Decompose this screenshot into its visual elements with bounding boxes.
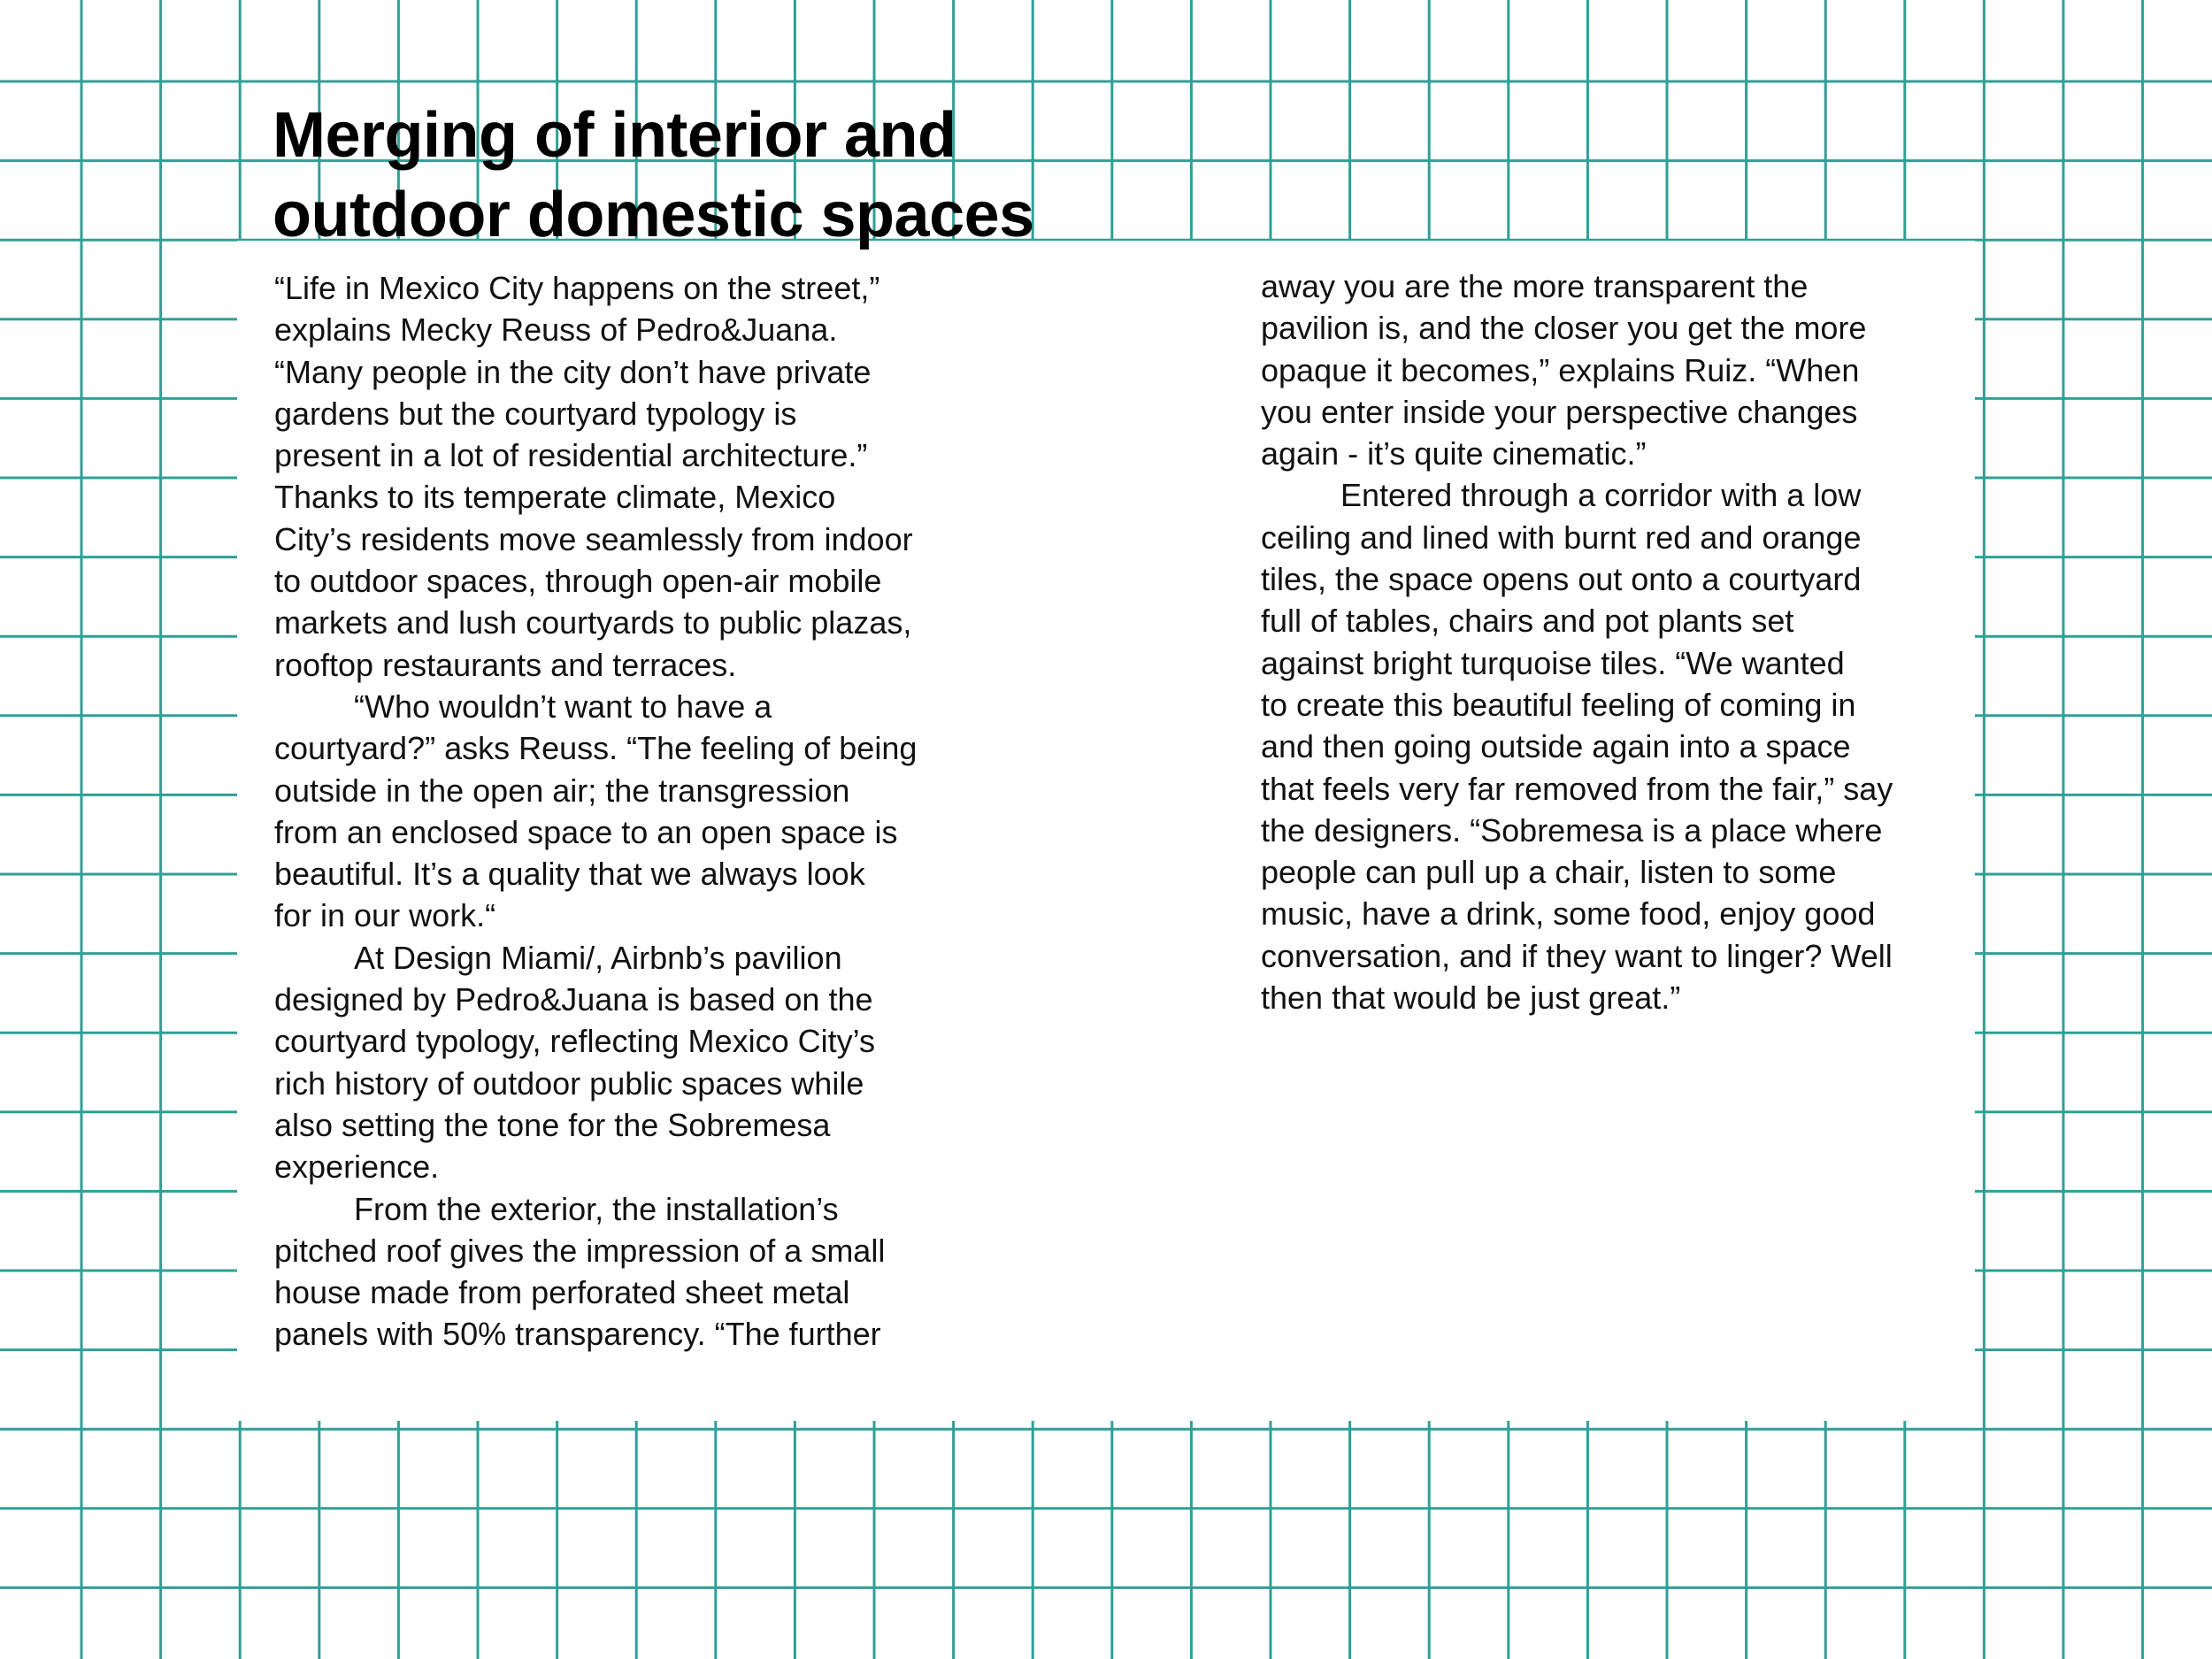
page-title [273, 96, 1246, 255]
text-line: then that would be just great.” [1261, 979, 1681, 1017]
text-line: full of tables, chairs and pot plants set [1261, 603, 1794, 640]
text-line: pitched roof gives the impression of a small [274, 1232, 886, 1269]
text-line: conversation, and if they want to linger? Well [1261, 937, 1893, 974]
text-line: Entered through a corridor with a low [1340, 477, 1862, 514]
text-line: explains Mecky Reuss of Pedro&Juana. [274, 311, 838, 349]
text-line: from an enclosed space to an open space is [274, 813, 898, 850]
right-column [1261, 265, 1969, 1018]
text-line: beautiful. It’s a quality that we always look [274, 856, 865, 893]
text-line: outside in the open air; the transgression [274, 772, 850, 809]
text-line: the designers. “Sobremesa is a place where [1261, 811, 1883, 849]
text-line: Thanks to its temperate climate, Mexico [274, 479, 836, 516]
text-line: “Life in Mexico City happens on the street,” [274, 270, 880, 306]
text-line: ceiling and lined with burnt red and orange [1261, 518, 1862, 556]
text-line: courtyard?” asks Reuss. “The feeling of being [274, 730, 918, 767]
text-line: courtyard typology, reflecting Mexico City’s [274, 1023, 875, 1060]
text-line: you enter inside your perspective changes [1261, 393, 1858, 430]
left-column [274, 267, 1000, 1356]
text-line: also setting the tone for the Sobremesa [274, 1106, 831, 1143]
text-line: City’s residents move seamlessly from indoor [274, 520, 913, 557]
text-line: people can pull up a chair, listen to some [1261, 854, 1837, 891]
text-line: panels with 50% transparency. “The further [274, 1316, 881, 1353]
text-line: against bright turquoise tiles. “We wanted [1261, 644, 1845, 681]
text-line: to create this beautiful feeling of coming in [1261, 686, 1856, 723]
text-line: designed by Pedro&Juana is based on the [274, 981, 873, 1018]
text-line: to outdoor spaces, through open-air mobile [274, 563, 882, 600]
text-line: tiles, the space opens out onto a courtyard [1261, 561, 1862, 598]
text-line: present in a lot of residential architecture.” [274, 437, 868, 474]
text-line: again - it’s quite cinematic.” [1261, 435, 1647, 472]
text-line: From the exterior, the installation’s [354, 1190, 839, 1227]
text-line: pavilion is, and the closer you get the more [1261, 310, 1867, 347]
text-line: away you are the more transparent the [1261, 268, 1809, 304]
text-line: and then going outside again into a space [1261, 728, 1851, 765]
title-line: Merging of interior and [273, 100, 956, 171]
text-line: that feels very far removed from the fair,” say [1261, 770, 1893, 807]
text-line: “Who wouldn’t want to have a [354, 687, 772, 725]
title-line: outdoor domestic spaces [273, 180, 1034, 250]
text-line: music, have a drink, some food, enjoy good [1261, 895, 1876, 933]
text-line: experience. [274, 1148, 440, 1186]
text-line: “Many people in the city don’t have private [274, 353, 872, 390]
text-line: for in our work.“ [274, 897, 496, 934]
text-line: markets and lush courtyards to public plazas, [274, 604, 912, 641]
text-line: gardens but the courtyard typology is [274, 395, 797, 432]
text-line: rich history of outdoor public spaces while [274, 1064, 864, 1102]
text-line: At Design Miami/, Airbnb’s pavilion [354, 939, 842, 976]
text-line: house made from perforated sheet metal [274, 1274, 850, 1311]
text-line: opaque it becomes,” explains Ruiz. “When [1261, 351, 1860, 388]
text-line: rooftop restaurants and terraces. [274, 646, 737, 683]
